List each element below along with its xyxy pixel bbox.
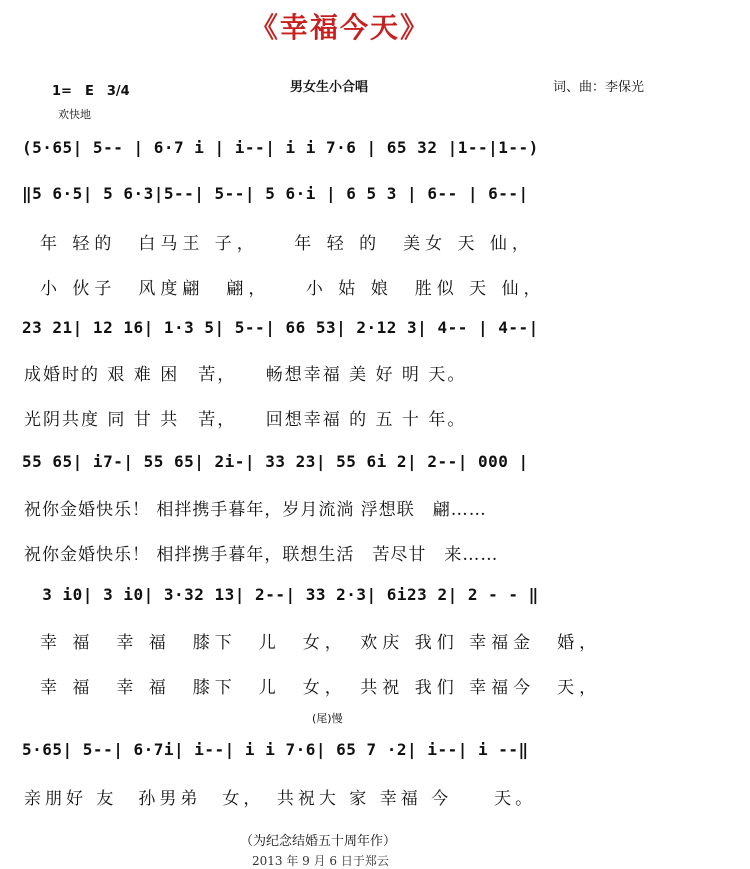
lyric-line-2b: 小 伙子 风度翩 翩， 小 姑 娘 胜似 天 仙， (40, 279, 546, 299)
coda-marking: (尾)慢 (312, 712, 343, 725)
notation-line-6: 5·65| 5--| 6·7i| i--| i i 7·6| 65 7 ·2| i--| i --‖ (22, 740, 529, 759)
performance-type: 男女生小合唱 (290, 80, 369, 95)
notation-line-5: 3 i0| 3 i0| 3·32 13| 2--| 33 2·3| 6i23 2| 2 - - ‖ (22, 585, 539, 604)
notation-line-4: 55 65| i7-| 55 65| 2i-| 33 23| 55 6i 2| 2--| 000 | (22, 452, 529, 471)
notation-line-2: ‖5 6·5| 5 6·3|5--| 5--| 5 6·i | 6 5 3 | 6-- | 6--| (22, 184, 529, 203)
lyric-line-3a: 成婚时的 艰 难 困 苦， 畅想幸福 美 好 明 天。 (24, 365, 467, 385)
lyric-line-5a: 幸 福 幸 福 膝下 儿 女， 欢庆 我们 幸福金 婚， (40, 633, 602, 653)
lyric-line-3b: 光阴共度 同 甘 共 苦， 回想幸福 的 五 十 年。 (24, 410, 467, 430)
composition-date: 2013 年 9 月 6 日于郑云 (252, 854, 389, 868)
lyric-line-6: 亲朋好 友 孙男弟 女， 共祝大 家 幸福 今 天。 (24, 789, 537, 809)
lyric-line-4b: 祝你金婚快乐！ 相拌携手暮年，联想生活 苦尽甘 来…… (24, 545, 499, 565)
song-title: 《幸福今天》 (249, 11, 430, 44)
notation-line-1: (5·65| 5-- | 6·7 i | i--| i i 7·6 | 65 32 |1--|1--) (22, 138, 539, 157)
lyric-line-4a: 祝你金婚快乐！ 相拌携手暮年，岁月流淌 浮想联 翩…… (24, 500, 487, 520)
tempo-marking: 欢快地 (58, 108, 91, 121)
dedication-note: （为纪念结婚五十周年作） (240, 834, 397, 849)
key-and-time-signature: 1= E 3/4 (52, 84, 130, 99)
lyric-line-5b: 幸 福 幸 福 膝下 儿 女， 共祝 我们 幸福今 天， (40, 678, 602, 698)
lyric-line-2a: 年 轻的 白马王 子， 年 轻 的 美女 天 仙， (40, 234, 534, 254)
credits: 词、曲：李保光 (553, 80, 645, 95)
notation-line-3: 23 21| 12 16| 1·3 5| 5--| 66 53| 2·12 3| 4-- | 4--| (22, 318, 539, 337)
